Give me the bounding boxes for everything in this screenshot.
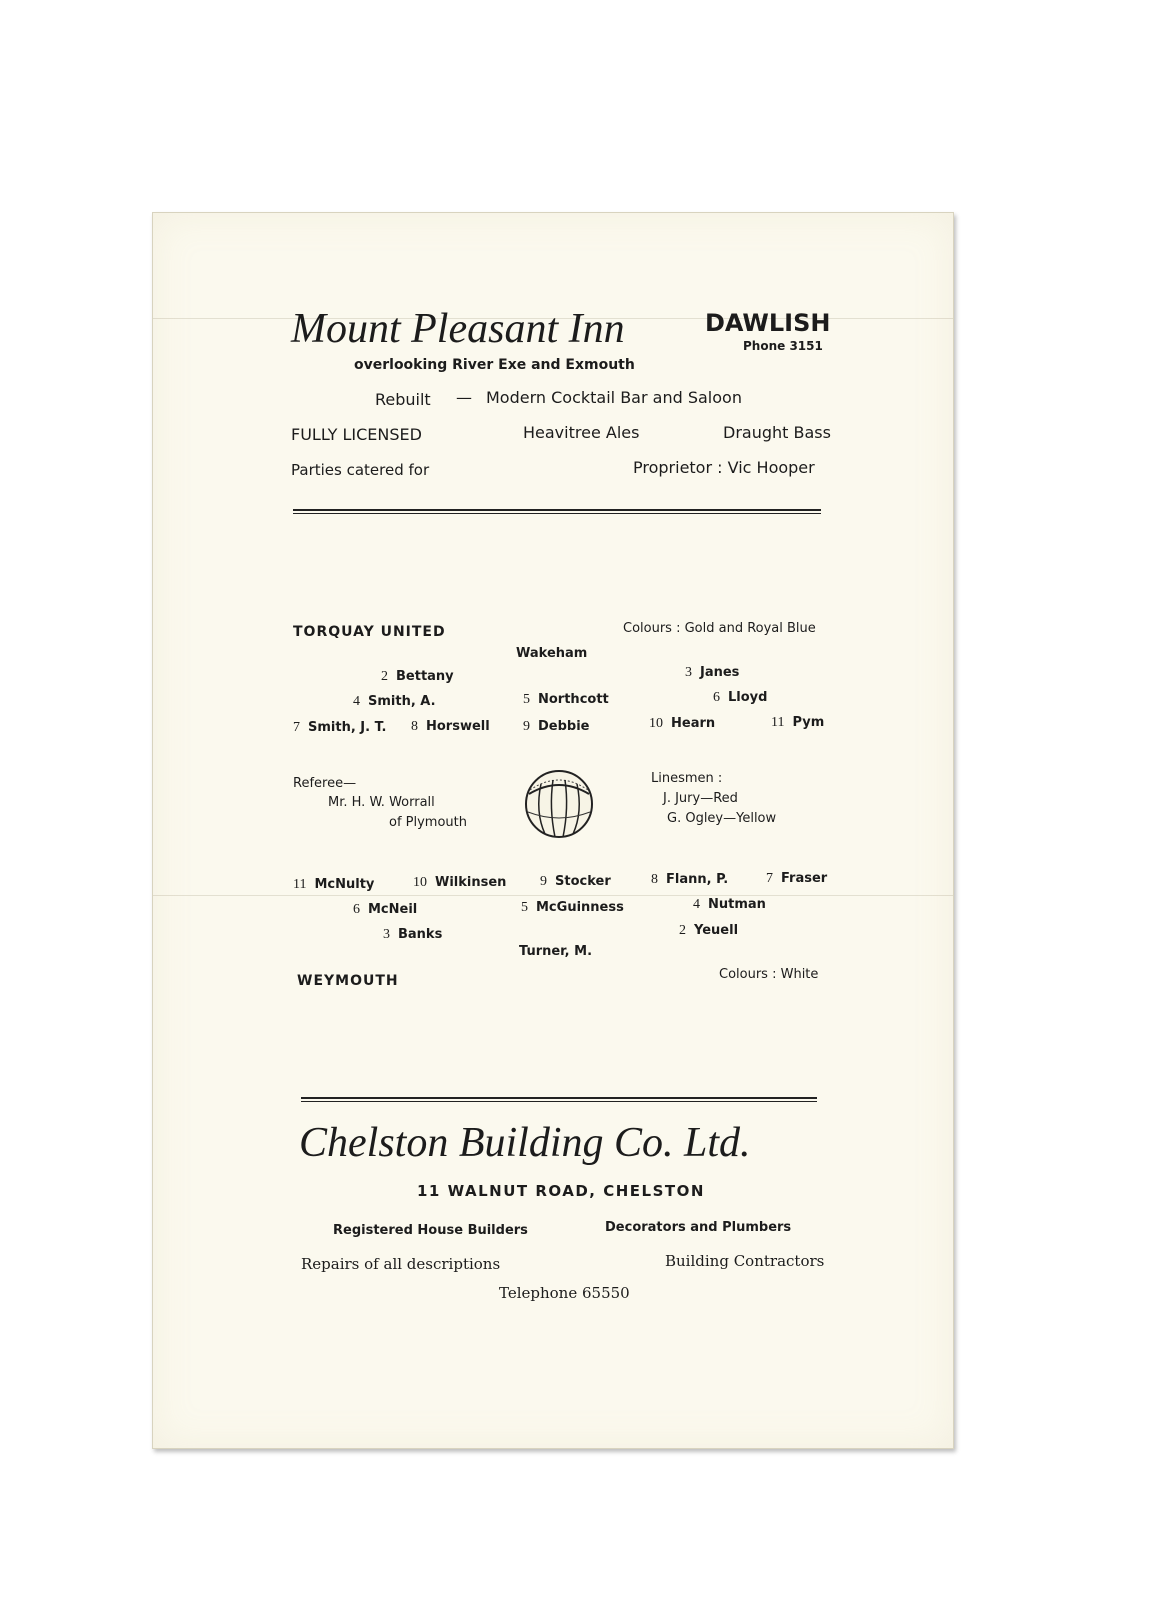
football-icon (523, 768, 595, 840)
home-player-1: Wakeham (516, 646, 588, 661)
home-player-2: 2 Bettany (381, 669, 454, 684)
inn-proprietor: Proprietor : Vic Hooper (633, 458, 815, 477)
inn-bar: Modern Cocktail Bar and Saloon (486, 388, 742, 407)
away-team-name: WEYMOUTH (297, 973, 399, 989)
away-player-3: 3 Banks (383, 927, 443, 942)
away-player-9: 9 Stocker (540, 874, 611, 889)
inn-name: Mount Pleasant Inn (291, 306, 625, 352)
builder-decorators: Decorators and Plumbers (605, 1220, 792, 1235)
away-player-8: 8 Flann, P. (651, 872, 729, 887)
away-player-2: 2 Yeuell (679, 923, 739, 938)
home-player-6: 6 Lloyd (713, 690, 768, 705)
builder-contractors: Building Contractors (665, 1252, 825, 1270)
home-player-3: 3 Janes (685, 665, 740, 680)
inn-licensed: FULLY LICENSED (291, 425, 422, 444)
home-player-7: 7 Smith, J. T. (293, 720, 387, 735)
home-player-4: 4 Smith, A. (353, 694, 436, 709)
inn-phone: Phone 3151 (743, 339, 823, 353)
inn-ales: Heavitree Ales (523, 423, 640, 442)
linesmen-label: Linesmen : (651, 771, 723, 786)
builder-name: Chelston Building Co. Ltd. (299, 1120, 751, 1166)
referee-label: Referee— (293, 776, 357, 791)
divider-bottom (301, 1097, 817, 1102)
away-player-1: Turner, M. (519, 944, 593, 959)
home-player-9: 9 Debbie (523, 719, 590, 734)
away-player-11: 11 McNulty (293, 877, 375, 892)
divider-top (293, 509, 821, 514)
home-player-11: 11 Pym (771, 715, 825, 730)
away-colours: Colours : White (719, 967, 819, 982)
home-player-10: 10 Hearn (649, 716, 716, 731)
builder-registered: Registered House Builders (333, 1223, 528, 1238)
builder-repairs: Repairs of all descriptions (301, 1255, 501, 1273)
linesman-1: J. Jury—Red (663, 791, 738, 806)
away-player-4: 4 Nutman (693, 897, 766, 912)
away-player-7: 7 Fraser (766, 871, 828, 886)
programme-page (152, 212, 954, 1449)
inn-town: DAWLISH (705, 309, 831, 337)
inn-bass: Draught Bass (723, 423, 831, 442)
home-team-name: TORQUAY UNITED (293, 624, 446, 640)
referee-from: of Plymouth (389, 815, 467, 830)
home-player-8: 8 Horswell (411, 719, 490, 734)
inn-rebuilt: Rebuilt (375, 390, 431, 409)
inn-parties: Parties catered for (291, 461, 430, 479)
away-player-6: 6 McNeil (353, 902, 418, 917)
inn-tagline: overlooking River Exe and Exmouth (354, 357, 635, 373)
referee-name: Mr. H. W. Worrall (328, 795, 435, 810)
home-colours: Colours : Gold and Royal Blue (623, 621, 816, 636)
away-player-10: 10 Wilkinsen (413, 875, 507, 890)
linesman-2: G. Ogley—Yellow (667, 811, 777, 826)
inn-dash: — (456, 388, 472, 407)
builder-telephone: Telephone 65550 (499, 1284, 630, 1302)
builder-address: 11 WALNUT ROAD, CHELSTON (417, 1182, 705, 1200)
home-player-5: 5 Northcott (523, 692, 609, 707)
away-player-5: 5 McGuinness (521, 900, 624, 915)
